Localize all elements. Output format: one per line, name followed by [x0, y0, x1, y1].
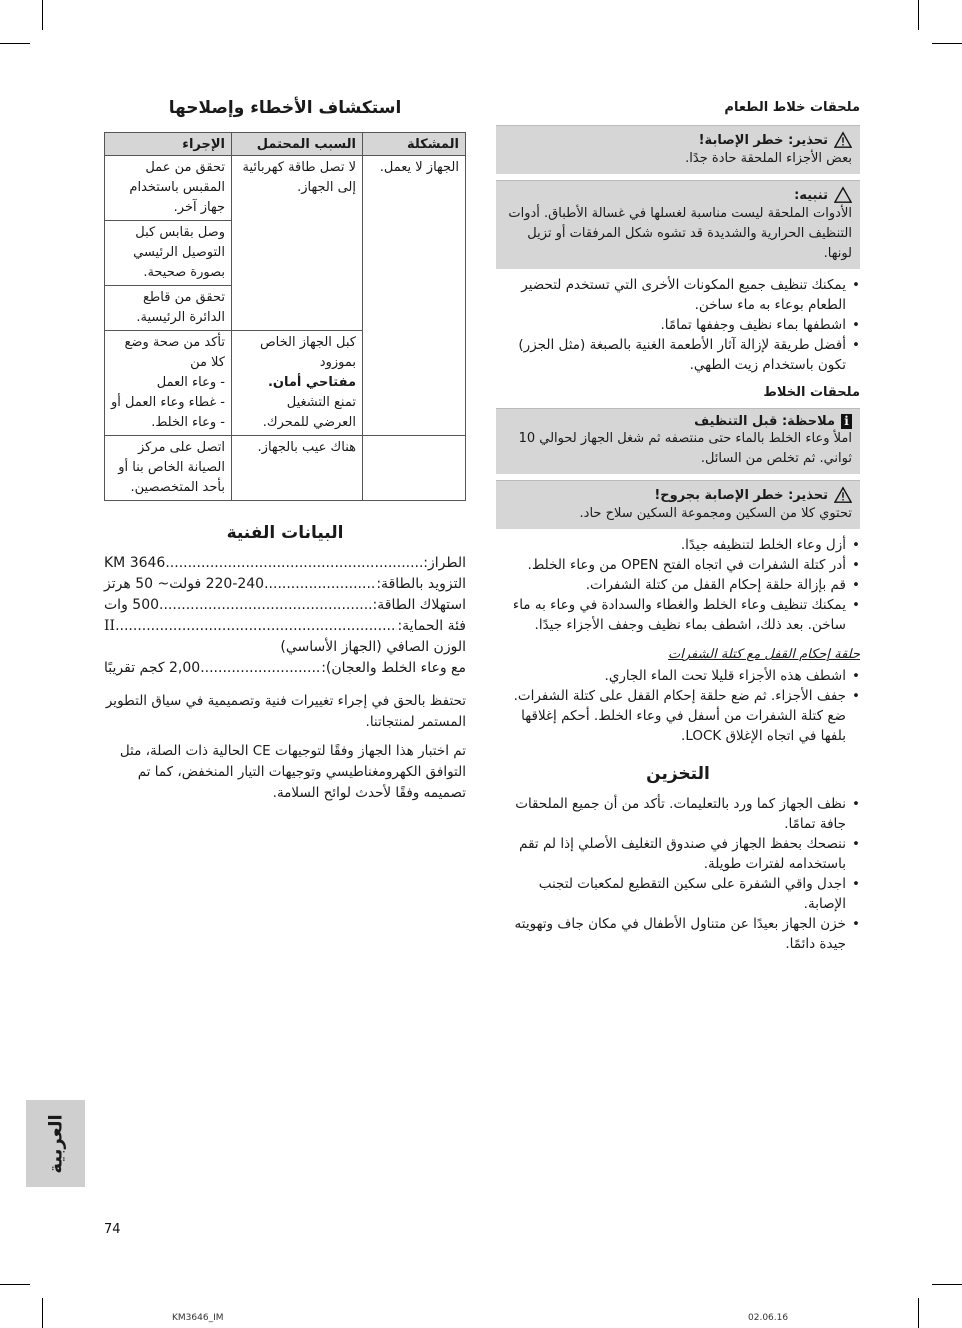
spec-dots: [200, 658, 321, 679]
food-accessories-heading: ملحقات خلاط الطعام: [724, 100, 860, 115]
caution-title: تنبيه:: [794, 187, 828, 203]
spec-value: KM 3646: [104, 555, 166, 571]
crop-mark: [932, 43, 962, 44]
table-row: [105, 436, 466, 501]
list-item: • خزن الجهاز بعيدًا عن متناول الأطفال في مكان جاف وتهويته جيدة دائمًا.: [496, 914, 846, 954]
note-text: املأ وعاء الخلط بالماء حتى منتصفه ثم شغل الجهاز لحوالي 10 ثواني. ثم تخلص من السائل.: [518, 431, 852, 466]
spec-net-weight-label: الوزن الصافي (الجهاز الأساسي): [280, 639, 466, 655]
specs-heading: البيانات الفنية: [226, 523, 344, 543]
table-header-cause: السبب المحتمل: [232, 133, 363, 156]
mixer-accessories-heading: ملحقات الخلاط: [763, 385, 860, 400]
action-line: - وعاء العمل: [156, 375, 225, 390]
spec-label: استهلاك الطاقة:: [372, 597, 466, 613]
table-cell-action: وصل بقابس كبل التوصيل الرئيسي بصورة صحيحة.: [105, 221, 232, 286]
rights-reserved-text: تحتفظ بالحق في إجراء تغييرات فنية وتصميمية في سياق التطوير المستمر لمنتجاتنا.: [105, 693, 466, 730]
spec-value: 220-240 فولت~ 50 هرتز: [104, 576, 265, 592]
table-cell-cause: لا تصل طاقة كهربائية إلى الجهاز.: [232, 156, 363, 331]
list-item: • أفضل طريقة لإزالة آثار الأطعمة الغنية بالصبغة (مثل الجزر) تكون باستخدام زيت الطهي.: [496, 335, 846, 375]
list-item: • جفف الأجزاء. ثم ضع حلقة إحكام القفل على كتلة الشفرات. ضع كتلة الشفرات من أسفل في وعاء الخلط. أحكم إغلاقها بلفها في اتجاه الإغلاق LOCK.: [496, 686, 846, 746]
spec-dots: [264, 574, 376, 595]
spec-value: 500 وات: [104, 597, 160, 613]
spec-dots: [165, 553, 423, 574]
list-item: • نظف الجهاز كما ورد بالتعليمات. تأكد من أن جميع الملحقات جافة تمامًا.: [496, 794, 846, 834]
spec-power-supply: [104, 574, 466, 595]
spec-label: مع وعاء الخلط والعجان):: [321, 660, 466, 676]
crop-mark: [0, 43, 30, 44]
spec-value: II: [104, 618, 116, 634]
table-cell-action: [105, 331, 232, 436]
list-item: • ننصحك بحفظ الجهاز في صندوق التغليف الأصلي إذا لم تقم باستخدامه لفترات طويلة.: [496, 834, 846, 874]
warning-icon: [834, 486, 852, 504]
action-line: تأكد من صحة وضع كلا من: [124, 335, 225, 370]
crop-mark: [0, 1284, 30, 1285]
crop-mark: [42, 1298, 43, 1328]
sealing-ring-list: [496, 666, 860, 746]
food-cleaning-list: [496, 275, 860, 375]
action-line: - وعاء الخلط.: [151, 415, 225, 430]
table-cell-problem: الجهاز لا يعمل.: [363, 156, 466, 436]
cause-line: مفتاحي أمان.: [267, 375, 356, 390]
footer-date: 02.06.16: [748, 1313, 789, 1323]
spec-protection-class: [104, 616, 466, 637]
mixer-cleaning-list: [496, 535, 860, 635]
spec-label: فئة الحماية:: [397, 618, 466, 634]
warning-sharp-box: [496, 125, 860, 174]
spec-dots: [159, 595, 373, 616]
table-cell-action: تحقق من قاطع الدائرة الرئيسية.: [105, 286, 232, 331]
list-item: • يمكنك تنظيف وعاء الخلط والغطاء والسدادة في وعاء به ماء ساخن. بعد ذلك، اشطف بماء نظيف وجفف الأجزاء جيدًا.: [496, 595, 846, 635]
language-tab-label: العربية: [45, 1113, 66, 1174]
table-cell-action: اتصل على مركز الصيانة الخاص بنا أو بأحد المتخصصين.: [105, 436, 232, 501]
left-column: [104, 98, 466, 804]
table-header-problem: المشكلة: [363, 133, 466, 156]
spec-value: 2,00 كجم تقريبًا: [104, 660, 201, 676]
list-item: • يمكنك تنظيف جميع المكونات الأخرى التي تستخدم لتحضير الطعام بوعاء به ماء ساخن.: [496, 275, 846, 315]
crop-mark: [932, 1284, 962, 1285]
table-cell-problem: [363, 436, 466, 501]
spec-label: التزويد بالطاقة:: [376, 576, 466, 592]
caution-icon: [834, 186, 852, 204]
spec-weight-with-bowl: [104, 658, 466, 679]
table-row: [105, 156, 466, 221]
table-cell-cause: هناك عيب بالجهاز.: [232, 436, 363, 501]
spec-label: الطراز:: [423, 555, 466, 571]
list-item: • اشطفها بماء نظيف وجففها تمامًا.: [496, 315, 846, 335]
spec-power-consumption: [104, 595, 466, 616]
storage-heading: التخزين: [646, 764, 710, 784]
crop-mark: [918, 1298, 919, 1328]
list-item: • أدر كتلة الشفرات في اتجاه الفتح OPEN من وعاء الخلط.: [496, 555, 846, 575]
right-column: [496, 100, 860, 954]
note-title: ملاحظة: قبل التنظيف: [694, 414, 835, 429]
crop-mark: [918, 0, 919, 30]
warning-title: تحذير: خطر الإصابة!: [698, 132, 828, 148]
warning-injury-title: تحذير: خطر الإصابة بجروح!: [654, 487, 828, 503]
warning-injury-text: تحتوي كلا من السكين ومجموعة السكين سلاح حاد.: [579, 506, 852, 521]
crop-mark: [42, 0, 43, 30]
spec-model: [104, 553, 466, 574]
table-header-action: الإجراء: [105, 133, 232, 156]
page-number: 74: [104, 1222, 121, 1237]
list-item: • اجدل واقي الشفرة على سكين التقطيع لمكعبات لتجنب الإصابة.: [496, 874, 846, 914]
cause-line: تمنع التشغيل: [286, 395, 356, 410]
caution-box: [496, 180, 860, 269]
list-item: • قم بإزالة حلقة إحكام القفل من كتلة الشفرات.: [496, 575, 846, 595]
footer-doc-id: KM3646_IM: [172, 1313, 224, 1323]
note-box: [496, 408, 860, 474]
warning-icon: [834, 131, 852, 149]
language-tab: [26, 1100, 85, 1187]
sealing-ring-heading: حلقة إحكام القفل مع كتلة الشفرات: [668, 647, 860, 662]
storage-list: [496, 794, 860, 954]
cause-line: كبل الجهاز الخاص بموزود: [259, 335, 356, 370]
troubleshooting-heading: استكشاف الأخطاء وإصلاحها: [168, 98, 402, 118]
troubleshooting-table: [104, 132, 466, 501]
list-item: • اشطف هذه الأجزاء قليلا تحت الماء الجاري.: [496, 666, 846, 686]
warning-injury-box: [496, 480, 860, 529]
table-cell-action: تحقق من عمل المقبس باستخدام جهاز آخر.: [105, 156, 232, 221]
list-item: • أزل وعاء الخلط لتنظيفه جيدًا.: [496, 535, 846, 555]
action-line: - غطاء وعاء العمل أو: [111, 395, 225, 410]
table-cell-cause: [232, 331, 363, 436]
info-icon: i: [841, 414, 852, 429]
ce-compliance-text: تم اختبار هذا الجهاز وفقًا لتوجيهات CE الحالية ذات الصلة، مثل التوافق الكهرومغناطيسي وتوجيهات التيار المنخفض، كما تم تصميمه وفقًا لأحدث لوائح السلامة.: [119, 743, 466, 801]
cause-line: العرضي للمحرك.: [262, 415, 356, 430]
warning-text: بعض الأجزاء الملحقة حادة جدًا.: [685, 151, 852, 166]
caution-text: الأدوات الملحقة ليست مناسبة لغسلها في غسالة الأطباق. أدوات التنظيف الحرارية والشديدة قد تشوه شكل المرفقات أو تزيل لونها.: [508, 206, 852, 261]
spec-dots: [115, 616, 397, 637]
